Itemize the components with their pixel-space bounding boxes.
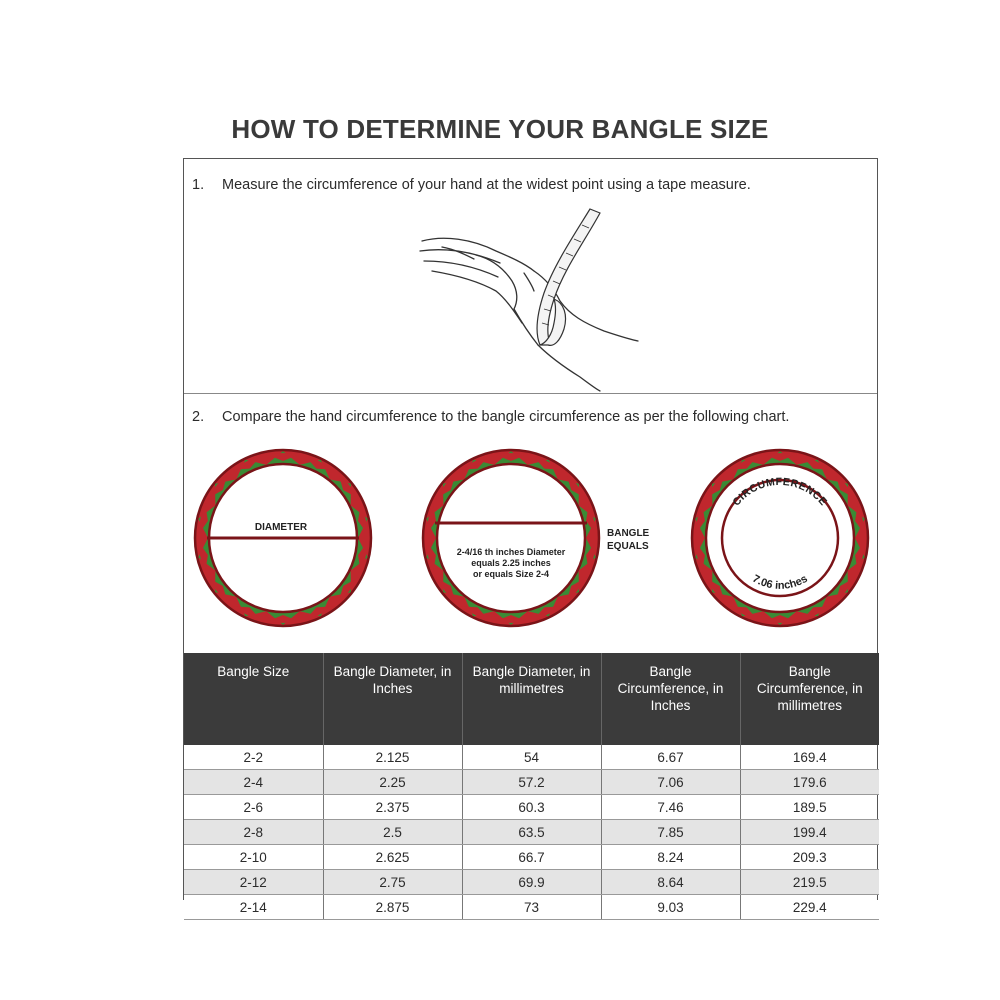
cell-circumference-inches: 9.03 [601, 895, 740, 920]
table-row [184, 745, 879, 770]
step-1-instruction [192, 177, 751, 193]
header-bangle-size: Bangle Size [184, 653, 323, 745]
cell-circumference-mm: 189.5 [740, 795, 879, 820]
step-2-instruction [192, 409, 789, 425]
page-title: HOW TO DETERMINE YOUR BANGLE SIZE [231, 114, 769, 144]
step-1-number: 1. [192, 177, 205, 193]
bangle-ring [423, 450, 599, 626]
cell-diameter-mm: 63.5 [462, 820, 601, 845]
cell-circumference-mm: 199.4 [740, 820, 879, 845]
table-row [184, 895, 879, 920]
cell-diameter-mm: 57.2 [462, 770, 601, 795]
cell-circumference-inches: 7.06 [601, 770, 740, 795]
cell-circumference-inches: 7.85 [601, 820, 740, 845]
cell-size: 2-6 [184, 795, 323, 820]
bangle-circumference-diagram [689, 447, 871, 629]
cell-diameter-mm: 73 [462, 895, 601, 920]
equals-line-2: EQUALS [607, 541, 649, 552]
cell-diameter-inches: 2.375 [323, 795, 462, 820]
ring-edge-inner [437, 464, 585, 612]
bangle-diameter-diagram [192, 447, 374, 629]
step-2-number: 2. [192, 409, 205, 425]
header-diameter-inches: Bangle Diameter, in Inches [323, 653, 462, 745]
circumference-line [722, 480, 838, 596]
cell-size: 2-12 [184, 870, 323, 895]
cell-diameter-inches: 2.5 [323, 820, 462, 845]
step-1-text: Measure the circumference of your hand at the widest point using a tape measure. [222, 177, 751, 193]
cell-size: 2-2 [184, 745, 323, 770]
bangle-equals-label [607, 527, 649, 553]
cell-diameter-inches: 2.625 [323, 845, 462, 870]
cell-circumference-mm: 219.5 [740, 870, 879, 895]
table-row [184, 820, 879, 845]
bangle-diameter-value-diagram [420, 447, 602, 629]
size-guide-panel [183, 158, 878, 915]
diameter-value-line-3: or equals Size 2-4 [472, 569, 550, 579]
table-row [184, 795, 879, 820]
circumference-value-label: 7.06 inches [750, 572, 810, 592]
step-2-text: Compare the hand circumference to the bangle circumference as per the following chart. [222, 409, 790, 425]
ring-band [430, 457, 592, 619]
cell-diameter-inches: 2.875 [323, 895, 462, 920]
cell-size: 2-14 [184, 895, 323, 920]
cell-size: 2-10 [184, 845, 323, 870]
cell-circumference-inches: 8.64 [601, 870, 740, 895]
cell-diameter-mm: 69.9 [462, 870, 601, 895]
cell-diameter-mm: 60.3 [462, 795, 601, 820]
table-row [184, 870, 879, 895]
diameter-value-line-2: equals 2.25 inches [471, 558, 551, 568]
ring-edge-outer [423, 450, 599, 626]
circumference-label: CIRCUMFERENCE [730, 475, 830, 509]
cell-diameter-inches: 2.75 [323, 870, 462, 895]
table-row [184, 770, 879, 795]
diameter-label: DIAMETER [254, 522, 308, 533]
cell-diameter-inches: 2.125 [323, 745, 462, 770]
cell-circumference-mm: 229.4 [740, 895, 879, 920]
diameter-value-label [436, 547, 586, 580]
cell-circumference-inches: 6.67 [601, 745, 740, 770]
diameter-value-line-1: 2-4/16 th inches Diameter [456, 547, 566, 557]
equals-line-1: BANGLE [607, 528, 650, 539]
cell-circumference-inches: 7.46 [601, 795, 740, 820]
cell-circumference-mm: 169.4 [740, 745, 879, 770]
cell-diameter-mm: 54 [462, 745, 601, 770]
cell-circumference-inches: 8.24 [601, 845, 740, 870]
hand-tape-measure-illustration [414, 199, 644, 389]
cell-circumference-mm: 179.6 [740, 770, 879, 795]
header-diameter-mm: Bangle Diameter, in millimetres [462, 653, 601, 745]
cell-diameter-inches: 2.25 [323, 770, 462, 795]
header-circumference-mm: Bangle Circumference, in millimetres [740, 653, 879, 745]
cell-diameter-mm: 66.7 [462, 845, 601, 870]
cell-circumference-mm: 209.3 [740, 845, 879, 870]
bangle-size-table [184, 653, 879, 920]
cell-size: 2-8 [184, 820, 323, 845]
table-row [184, 845, 879, 870]
section-divider [184, 393, 877, 394]
header-circumference-inches: Bangle Circumference, in Inches [601, 653, 740, 745]
table-header-row [184, 653, 879, 745]
cell-size: 2-4 [184, 770, 323, 795]
